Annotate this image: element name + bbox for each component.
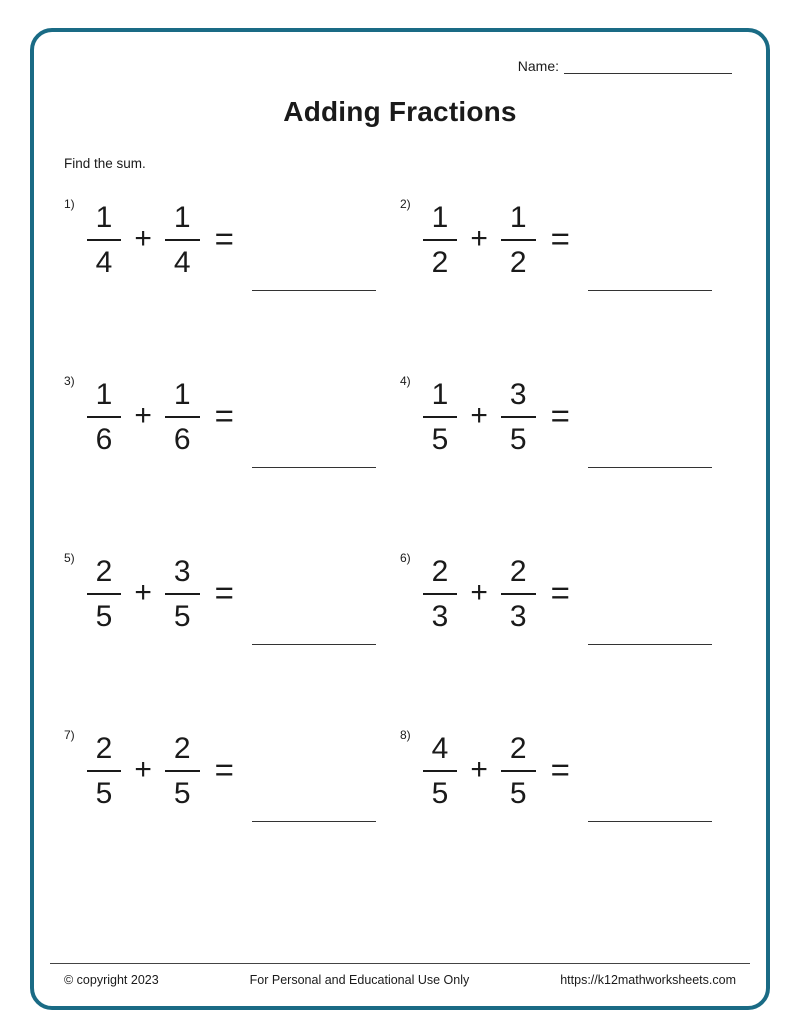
footer (50, 963, 750, 998)
numerator: 2 (165, 730, 200, 772)
denominator: 2 (509, 246, 527, 279)
name-blank-line (564, 60, 732, 74)
page-border (30, 28, 770, 1010)
numerator: 1 (165, 199, 200, 241)
equals-sign: = (214, 751, 234, 788)
plus-sign: + (134, 576, 152, 609)
answer-blank (252, 467, 376, 468)
denominator: 3 (509, 600, 527, 633)
answer-blank (252, 821, 376, 822)
fraction-a (87, 730, 122, 810)
fraction-a (423, 199, 458, 279)
numerator: 2 (501, 730, 536, 772)
footer-url: https://k12mathworksheets.com (560, 973, 736, 987)
numerator: 2 (87, 553, 122, 595)
numerator: 1 (501, 199, 536, 241)
equals-sign: = (214, 574, 234, 611)
denominator: 5 (95, 600, 113, 633)
numerator: 1 (423, 376, 458, 418)
equals-sign: = (550, 397, 570, 434)
problem-number: 1) (64, 197, 75, 211)
denominator: 5 (431, 423, 449, 456)
fraction-b (165, 553, 200, 633)
numerator: 3 (165, 553, 200, 595)
name-row (64, 58, 736, 74)
fraction-b (165, 730, 200, 810)
problem-number: 8) (400, 728, 411, 742)
instruction-text: Find the sum. (64, 156, 146, 171)
numerator: 1 (87, 199, 122, 241)
copyright-text: © copyright 2023 (64, 973, 159, 987)
problem-number: 6) (400, 551, 411, 565)
problem-6 (400, 553, 736, 633)
answer-blank (588, 290, 712, 291)
denominator: 4 (95, 246, 113, 279)
fraction-a (423, 730, 458, 810)
answer-blank (588, 467, 712, 468)
problem-number: 3) (64, 374, 75, 388)
problems-grid (64, 199, 736, 810)
denominator: 2 (431, 246, 449, 279)
fraction-a (87, 199, 122, 279)
denominator: 5 (509, 777, 527, 810)
name-label: Name: (517, 58, 559, 74)
denominator: 5 (95, 777, 113, 810)
fraction-a (423, 376, 458, 456)
numerator: 1 (87, 376, 122, 418)
plus-sign: + (470, 576, 488, 609)
problem-number: 4) (400, 374, 411, 388)
problem-5 (64, 553, 400, 633)
denominator: 5 (509, 423, 527, 456)
problem-1 (64, 199, 400, 279)
fraction-b (501, 199, 536, 279)
denominator: 5 (431, 777, 449, 810)
problem-3 (64, 376, 400, 456)
denominator: 3 (431, 600, 449, 633)
fraction-b (165, 199, 200, 279)
numerator: 1 (423, 199, 458, 241)
fraction-a (87, 376, 122, 456)
equals-sign: = (550, 574, 570, 611)
answer-blank (252, 644, 376, 645)
fraction-b (501, 376, 536, 456)
plus-sign: + (134, 399, 152, 432)
denominator: 4 (173, 246, 191, 279)
plus-sign: + (470, 753, 488, 786)
problem-number: 2) (400, 197, 411, 211)
numerator: 2 (501, 553, 536, 595)
plus-sign: + (134, 222, 152, 255)
equals-sign: = (550, 220, 570, 257)
problem-7 (64, 730, 400, 810)
plus-sign: + (470, 222, 488, 255)
problem-8 (400, 730, 736, 810)
numerator: 4 (423, 730, 458, 772)
problem-4 (400, 376, 736, 456)
denominator: 6 (95, 423, 113, 456)
fraction-a (423, 553, 458, 633)
answer-blank (252, 290, 376, 291)
denominator: 6 (173, 423, 191, 456)
plus-sign: + (470, 399, 488, 432)
numerator: 2 (87, 730, 122, 772)
numerator: 3 (501, 376, 536, 418)
answer-blank (588, 644, 712, 645)
plus-sign: + (134, 753, 152, 786)
page-title: Adding Fractions (283, 96, 517, 127)
numerator: 1 (165, 376, 200, 418)
fraction-b (501, 730, 536, 810)
problem-2 (400, 199, 736, 279)
equals-sign: = (214, 397, 234, 434)
equals-sign: = (214, 220, 234, 257)
equals-sign: = (550, 751, 570, 788)
answer-blank (588, 821, 712, 822)
fraction-b (501, 553, 536, 633)
denominator: 5 (173, 777, 191, 810)
denominator: 5 (173, 600, 191, 633)
fraction-b (165, 376, 200, 456)
problem-number: 5) (64, 551, 75, 565)
numerator: 2 (423, 553, 458, 595)
usage-text: For Personal and Educational Use Only (249, 973, 470, 987)
problem-number: 7) (64, 728, 75, 742)
fraction-a (87, 553, 122, 633)
